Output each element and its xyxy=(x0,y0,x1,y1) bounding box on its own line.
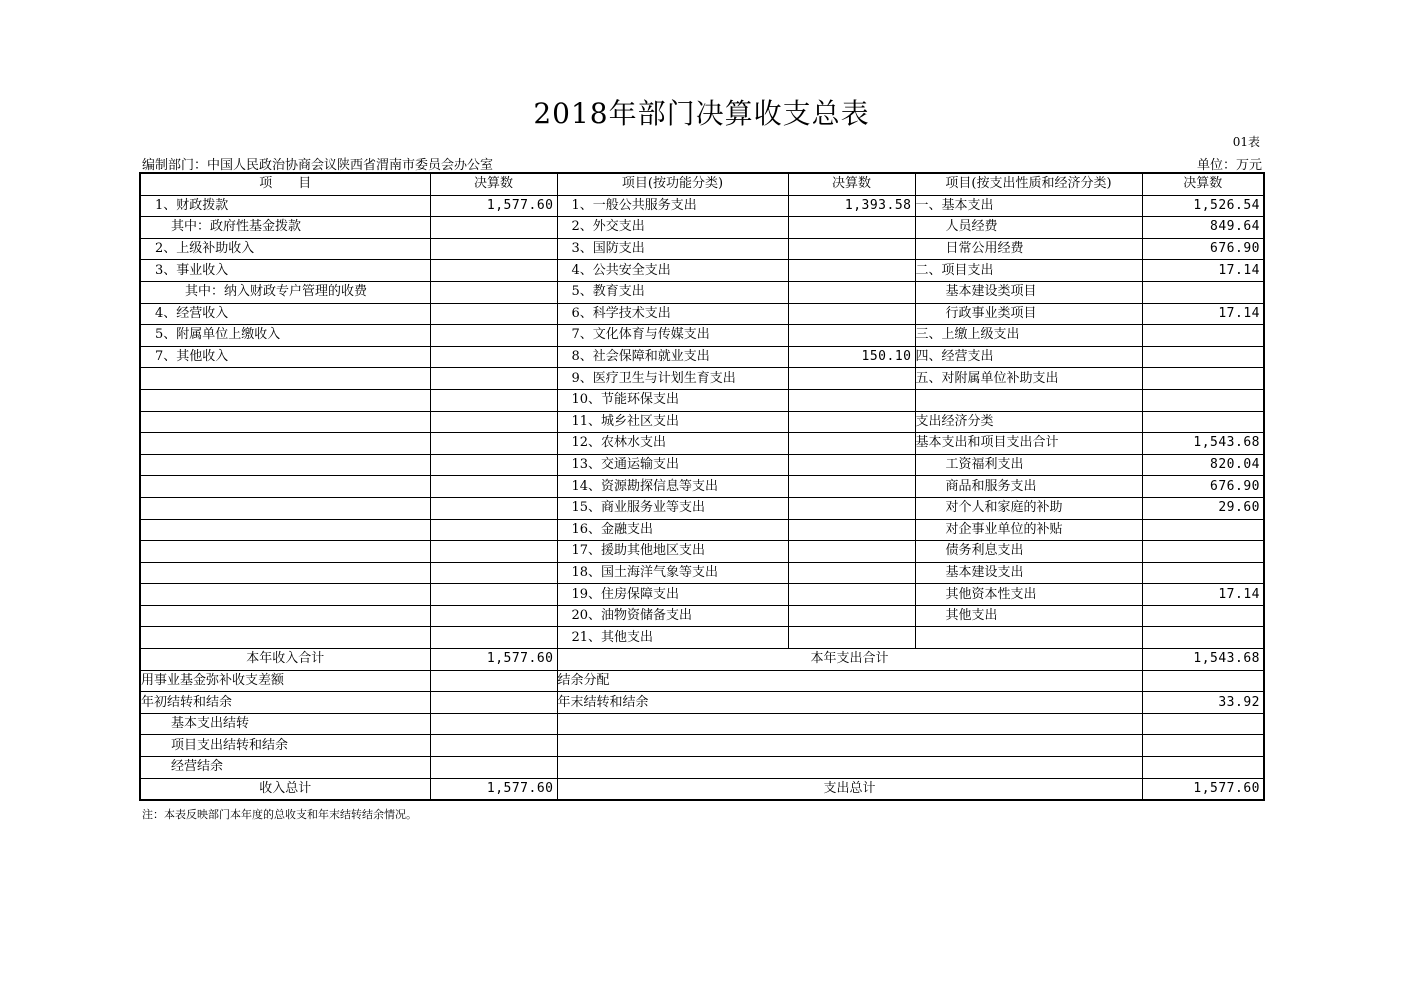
function-amount xyxy=(788,411,915,433)
function-item: 1、一般公共服务支出 xyxy=(557,195,788,217)
table-row xyxy=(140,519,1264,541)
income-amount xyxy=(430,454,557,476)
economic-item: 三、上缴上级支出 xyxy=(915,325,1142,347)
income-grand-label: 收入总计 xyxy=(140,778,430,800)
function-amount: 150.10 xyxy=(788,346,915,368)
table-row xyxy=(140,217,1264,239)
income-amount xyxy=(430,519,557,541)
project-carry-row xyxy=(140,735,1264,757)
function-item: 16、金融支出 xyxy=(557,519,788,541)
project-carry-amount xyxy=(430,735,557,757)
function-amount xyxy=(788,519,915,541)
income-amount: 1,577.60 xyxy=(430,195,557,217)
economic-amount: 676.90 xyxy=(1142,238,1264,260)
grand-total-row xyxy=(140,778,1264,800)
economic-amount xyxy=(1142,325,1264,347)
table-row xyxy=(140,562,1264,584)
income-amount xyxy=(430,476,557,498)
function-item: 3、国防支出 xyxy=(557,238,788,260)
table-row xyxy=(140,238,1264,260)
income-item: 5、附属单位上缴收入 xyxy=(140,325,430,347)
economic-item xyxy=(915,389,1142,411)
balance-row xyxy=(140,692,1264,714)
economic-amount xyxy=(1142,627,1264,649)
economic-amount: 820.04 xyxy=(1142,454,1264,476)
function-amount xyxy=(788,260,915,282)
function-amount xyxy=(788,389,915,411)
income-item xyxy=(140,411,430,433)
economic-amount: 17.14 xyxy=(1142,260,1264,282)
function-item: 13、交通运输支出 xyxy=(557,454,788,476)
department-label: 编制部门：中国人民政治协商会议陕西省渭南市委员会办公室 xyxy=(142,158,494,173)
economic-amount: 29.60 xyxy=(1142,497,1264,519)
income-amount xyxy=(430,562,557,584)
economic-amount xyxy=(1142,389,1264,411)
table-row xyxy=(140,346,1264,368)
operating-balance-label: 经营结余 xyxy=(140,757,430,779)
table-row xyxy=(140,584,1264,606)
function-amount xyxy=(788,627,915,649)
function-item: 12、农林水支出 xyxy=(557,433,788,455)
year-income-total: 1,577.60 xyxy=(430,649,557,671)
fund-offset-row xyxy=(140,670,1264,692)
income-amount xyxy=(430,346,557,368)
project-carry-label: 项目支出结转和结余 xyxy=(140,735,430,757)
basic-carry-row xyxy=(140,713,1264,735)
basic-carry-label: 基本支出结转 xyxy=(140,713,430,735)
economic-item: 商品和服务支出 xyxy=(915,476,1142,498)
table-row xyxy=(140,497,1264,519)
income-item: 3、事业收入 xyxy=(140,260,430,282)
function-amount xyxy=(788,281,915,303)
blank-cell xyxy=(557,735,1142,757)
income-item xyxy=(140,497,430,519)
expense-grand-total: 1,577.60 xyxy=(1142,778,1264,800)
function-amount xyxy=(788,497,915,519)
function-amount xyxy=(788,541,915,563)
fund-offset-amount xyxy=(430,670,557,692)
function-item: 7、文化体育与传媒支出 xyxy=(557,325,788,347)
function-amount xyxy=(788,217,915,239)
economic-item: 一、基本支出 xyxy=(915,195,1142,217)
function-item: 11、城乡社区支出 xyxy=(557,411,788,433)
year-total-row xyxy=(140,649,1264,671)
income-item xyxy=(140,454,430,476)
economic-amount xyxy=(1142,562,1264,584)
header-function-item: 项目(按功能分类) xyxy=(557,173,788,195)
function-amount: 1,393.58 xyxy=(788,195,915,217)
economic-amount: 1,543.68 xyxy=(1142,433,1264,455)
economic-item: 基本支出和项目支出合计 xyxy=(915,433,1142,455)
blank-amount xyxy=(1142,713,1264,735)
function-item: 6、科学技术支出 xyxy=(557,303,788,325)
year-expense-total: 1,543.68 xyxy=(1142,649,1264,671)
economic-item: 基本建设支出 xyxy=(915,562,1142,584)
economic-item: 对企事业单位的补贴 xyxy=(915,519,1142,541)
income-amount xyxy=(430,389,557,411)
function-item: 2、外交支出 xyxy=(557,217,788,239)
table-row xyxy=(140,195,1264,217)
function-item: 21、其他支出 xyxy=(557,627,788,649)
income-amount xyxy=(430,627,557,649)
economic-item: 其他资本性支出 xyxy=(915,584,1142,606)
table-row xyxy=(140,325,1264,347)
function-item: 20、油物资储备支出 xyxy=(557,605,788,627)
function-item: 4、公共安全支出 xyxy=(557,260,788,282)
function-item: 5、教育支出 xyxy=(557,281,788,303)
table-row xyxy=(140,281,1264,303)
begin-balance-label: 年初结转和结余 xyxy=(140,692,430,714)
table-row xyxy=(140,303,1264,325)
blank-amount xyxy=(1142,735,1264,757)
income-amount xyxy=(430,238,557,260)
function-amount xyxy=(788,605,915,627)
income-amount xyxy=(430,584,557,606)
table-row xyxy=(140,411,1264,433)
economic-item: 四、经营支出 xyxy=(915,346,1142,368)
income-item: 其中：纳入财政专户管理的收费 xyxy=(140,281,430,303)
income-item: 1、财政拨款 xyxy=(140,195,430,217)
function-item: 19、住房保障支出 xyxy=(557,584,788,606)
economic-item: 人员经费 xyxy=(915,217,1142,239)
income-item: 4、经营收入 xyxy=(140,303,430,325)
table-row xyxy=(140,454,1264,476)
function-amount xyxy=(788,433,915,455)
end-balance-amount: 33.92 xyxy=(1142,692,1264,714)
economic-item: 五、对附属单位补助支出 xyxy=(915,368,1142,390)
header-economic-amount: 决算数 xyxy=(1142,173,1264,195)
footnote: 注：本表反映部门本年度的总收支和年末结转结余情况。 xyxy=(142,808,417,821)
income-amount xyxy=(430,260,557,282)
function-item: 9、医疗卫生与计划生育支出 xyxy=(557,368,788,390)
economic-amount: 1,526.54 xyxy=(1142,195,1264,217)
function-item: 17、援助其他地区支出 xyxy=(557,541,788,563)
income-item xyxy=(140,584,430,606)
function-amount xyxy=(788,454,915,476)
economic-amount: 17.14 xyxy=(1142,303,1264,325)
operating-balance-row xyxy=(140,757,1264,779)
income-item xyxy=(140,541,430,563)
economic-item: 支出经济分类 xyxy=(915,411,1142,433)
header-amount: 决算数 xyxy=(430,173,557,195)
function-amount xyxy=(788,303,915,325)
economic-amount xyxy=(1142,541,1264,563)
income-amount xyxy=(430,217,557,239)
income-item xyxy=(140,627,430,649)
income-item xyxy=(140,519,430,541)
expense-grand-label: 支出总计 xyxy=(557,778,1142,800)
table-row xyxy=(140,368,1264,390)
economic-item: 二、项目支出 xyxy=(915,260,1142,282)
function-amount xyxy=(788,584,915,606)
fund-offset-label: 用事业基金弥补收支差额 xyxy=(140,670,430,692)
economic-item: 日常公用经费 xyxy=(915,238,1142,260)
function-amount xyxy=(788,562,915,584)
header-function-amount: 决算数 xyxy=(788,173,915,195)
function-amount xyxy=(788,325,915,347)
economic-amount xyxy=(1142,368,1264,390)
income-amount xyxy=(430,281,557,303)
function-item: 15、商业服务业等支出 xyxy=(557,497,788,519)
table-row xyxy=(140,433,1264,455)
economic-amount: 676.90 xyxy=(1142,476,1264,498)
income-item xyxy=(140,433,430,455)
budget-table xyxy=(139,172,1265,801)
table-row xyxy=(140,260,1264,282)
table-row xyxy=(140,541,1264,563)
operating-balance-amount xyxy=(430,757,557,779)
function-amount xyxy=(788,476,915,498)
economic-amount xyxy=(1142,346,1264,368)
income-amount xyxy=(430,411,557,433)
income-amount xyxy=(430,605,557,627)
form-number: 01表 xyxy=(1232,135,1260,149)
blank-amount xyxy=(1142,757,1264,779)
economic-item: 其他支出 xyxy=(915,605,1142,627)
table-row xyxy=(140,476,1264,498)
economic-amount: 849.64 xyxy=(1142,217,1264,239)
surplus-distribution-amount xyxy=(1142,670,1264,692)
economic-item: 债务利息支出 xyxy=(915,541,1142,563)
economic-amount: 17.14 xyxy=(1142,584,1264,606)
table-row xyxy=(140,605,1264,627)
economic-amount xyxy=(1142,411,1264,433)
income-item xyxy=(140,562,430,584)
economic-item: 行政事业类项目 xyxy=(915,303,1142,325)
blank-cell xyxy=(557,713,1142,735)
year-expense-total-label: 本年支出合计 xyxy=(557,649,1142,671)
function-item: 8、社会保障和就业支出 xyxy=(557,346,788,368)
economic-amount xyxy=(1142,605,1264,627)
economic-amount xyxy=(1142,281,1264,303)
function-item: 18、国土海洋气象等支出 xyxy=(557,562,788,584)
income-item: 7、其他收入 xyxy=(140,346,430,368)
income-item xyxy=(140,605,430,627)
income-amount xyxy=(430,433,557,455)
income-item: 其中：政府性基金拨款 xyxy=(140,217,430,239)
income-amount xyxy=(430,368,557,390)
header-economic-item: 项目(按支出性质和经济分类) xyxy=(915,173,1142,195)
income-item xyxy=(140,476,430,498)
income-item xyxy=(140,389,430,411)
header-item: 项 目 xyxy=(140,173,430,195)
economic-item xyxy=(915,627,1142,649)
end-balance-label: 年末结转和结余 xyxy=(557,692,1142,714)
economic-item: 对个人和家庭的补助 xyxy=(915,497,1142,519)
income-amount xyxy=(430,325,557,347)
income-amount xyxy=(430,303,557,325)
income-amount xyxy=(430,541,557,563)
function-item: 10、节能环保支出 xyxy=(557,389,788,411)
table-row xyxy=(140,627,1264,649)
page-title: 2018年部门决算收支总表 xyxy=(533,97,870,130)
unit-label: 单位：万元 xyxy=(1196,158,1262,173)
function-amount xyxy=(788,368,915,390)
table-header-row xyxy=(140,173,1264,195)
function-item: 14、资源勘探信息等支出 xyxy=(557,476,788,498)
function-amount xyxy=(788,238,915,260)
economic-item: 基本建设类项目 xyxy=(915,281,1142,303)
economic-item: 工资福利支出 xyxy=(915,454,1142,476)
income-item xyxy=(140,368,430,390)
year-income-total-label: 本年收入合计 xyxy=(140,649,430,671)
income-grand-total: 1,577.60 xyxy=(430,778,557,800)
begin-balance-amount xyxy=(430,692,557,714)
economic-amount xyxy=(1142,519,1264,541)
table-row xyxy=(140,389,1264,411)
income-item: 2、上级补助收入 xyxy=(140,238,430,260)
income-amount xyxy=(430,497,557,519)
surplus-distribution-label: 结余分配 xyxy=(557,670,1142,692)
blank-cell xyxy=(557,757,1142,779)
basic-carry-amount xyxy=(430,713,557,735)
